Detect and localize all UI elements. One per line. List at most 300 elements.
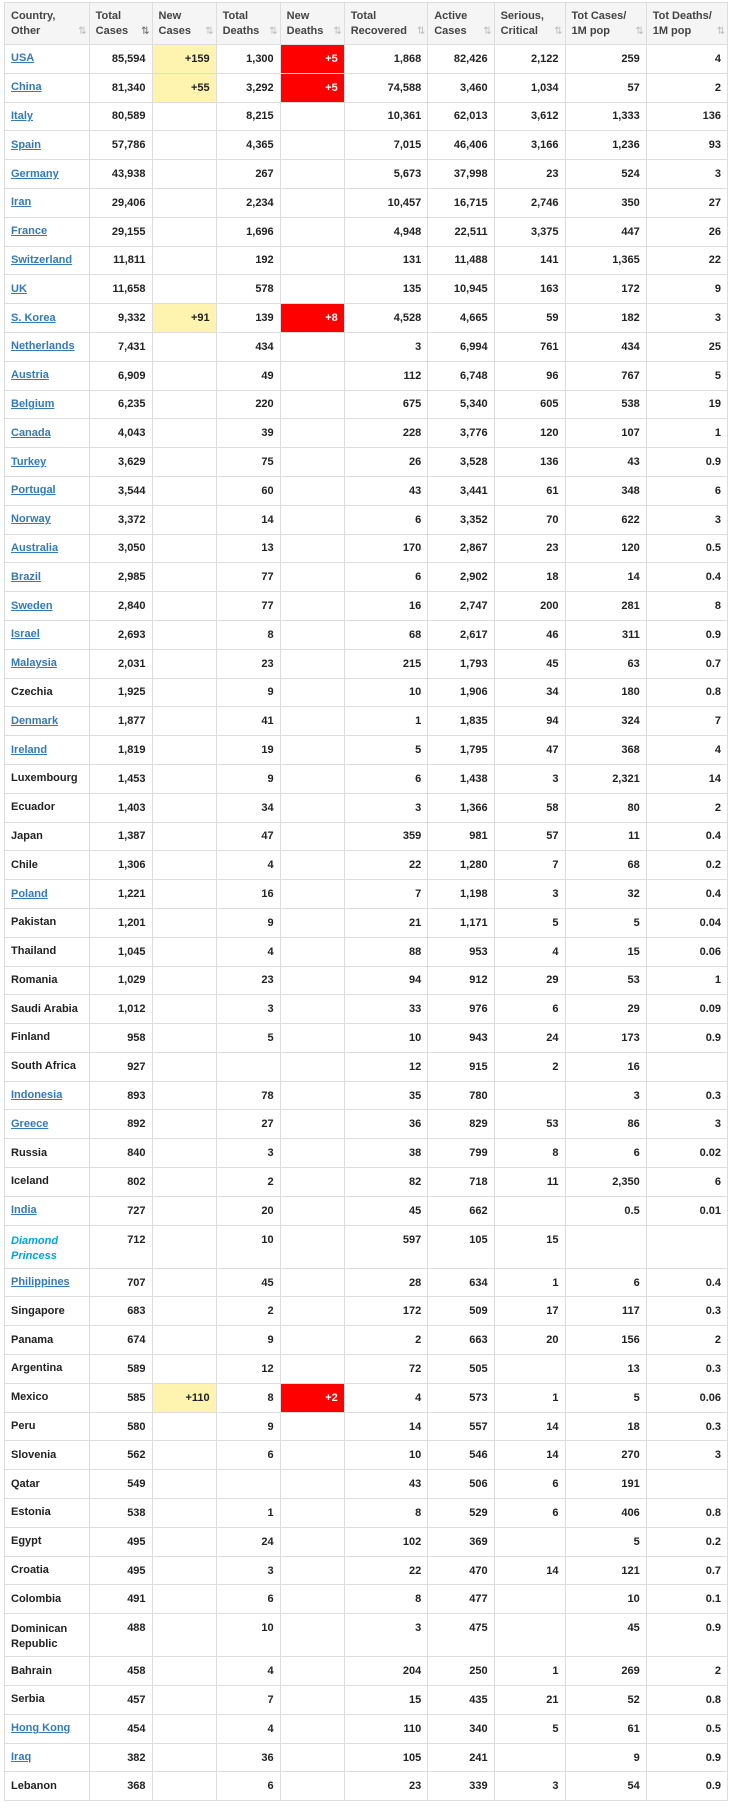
cell-deaths-per-m: 3 <box>646 1110 727 1139</box>
cell-total-recovered: 675 <box>344 390 428 419</box>
cell-cases-per-m: 61 <box>565 1714 646 1743</box>
country-link[interactable]: Poland <box>11 887 48 900</box>
cell-new-cases <box>152 1412 216 1441</box>
column-header-deaths-per-million[interactable] <box>646 3 727 45</box>
cell-active-cases: 509 <box>428 1297 494 1326</box>
cell-total-deaths: 9 <box>216 1326 280 1355</box>
cell-total-cases: 2,693 <box>89 620 152 649</box>
country-link[interactable]: Hong Kong <box>11 1722 71 1735</box>
country-link[interactable]: India <box>11 1204 37 1217</box>
cell-total-recovered: 10 <box>344 1441 428 1470</box>
cell-deaths-per-m: 0.2 <box>646 851 727 880</box>
cell-new-cases <box>152 160 216 189</box>
cell-total-recovered: 135 <box>344 275 428 304</box>
cell-active-cases: 5,340 <box>428 390 494 419</box>
cell-new-deaths <box>280 1714 344 1743</box>
table-row <box>5 1527 728 1556</box>
cell-deaths-per-m: 0.9 <box>646 1772 727 1801</box>
country-link[interactable]: Sweden <box>11 599 53 612</box>
cell-new-deaths <box>280 217 344 246</box>
cell-new-deaths <box>280 764 344 793</box>
cell-cases-per-m: 80 <box>565 793 646 822</box>
cell-new-deaths <box>280 188 344 217</box>
cell-new-cases <box>152 1556 216 1585</box>
cell-new-cases <box>152 217 216 246</box>
cell-cases-per-m: 18 <box>565 1412 646 1441</box>
country-cell <box>5 1196 90 1225</box>
country-cell <box>5 390 90 419</box>
country-name: Japan <box>11 829 43 842</box>
cell-total-deaths: 3 <box>216 995 280 1024</box>
country-cell <box>5 793 90 822</box>
cell-serious <box>494 1614 565 1657</box>
country-name: Estonia <box>11 1506 51 1519</box>
cell-serious: 7 <box>494 851 565 880</box>
column-header-label: Total Recovered <box>350 10 407 37</box>
cell-deaths-per-m: 8 <box>646 592 727 621</box>
cell-total-deaths: 4 <box>216 937 280 966</box>
cell-serious: 6 <box>494 995 565 1024</box>
cell-total-deaths: 14 <box>216 505 280 534</box>
country-name: Lebanon <box>11 1779 57 1792</box>
table-row <box>5 736 728 765</box>
cell-serious: 200 <box>494 592 565 621</box>
cell-deaths-per-m: 1 <box>646 419 727 448</box>
country-name: South Africa <box>11 1060 76 1073</box>
cell-new-cases: +91 <box>152 304 216 333</box>
cell-active-cases: 2,867 <box>428 534 494 563</box>
column-header-total-cases[interactable] <box>89 3 152 45</box>
cell-new-deaths <box>280 390 344 419</box>
cell-cases-per-m: 406 <box>565 1499 646 1528</box>
cell-active-cases: 6,994 <box>428 332 494 361</box>
cell-deaths-per-m: 0.5 <box>646 534 727 563</box>
country-link[interactable]: Israel <box>11 628 40 641</box>
cell-new-deaths <box>280 1355 344 1384</box>
table-row <box>5 390 728 419</box>
country-cell <box>5 1268 90 1297</box>
cell-cases-per-m: 259 <box>565 45 646 74</box>
cell-total-deaths: 10 <box>216 1614 280 1657</box>
cell-serious: 23 <box>494 160 565 189</box>
cell-deaths-per-m: 9 <box>646 275 727 304</box>
column-header-label: Serious, Critical <box>500 10 544 37</box>
country-link[interactable]: Iran <box>11 196 32 209</box>
cell-total-recovered: 228 <box>344 419 428 448</box>
country-cell <box>5 1585 90 1614</box>
cell-total-recovered: 22 <box>344 1556 428 1585</box>
cell-new-deaths <box>280 1268 344 1297</box>
cell-deaths-per-m: 26 <box>646 217 727 246</box>
cell-total-recovered: 15 <box>344 1686 428 1715</box>
cell-total-recovered: 3 <box>344 332 428 361</box>
cell-cases-per-m: 538 <box>565 390 646 419</box>
country-cell <box>5 707 90 736</box>
table-row <box>5 1772 728 1801</box>
country-link[interactable]: Australia <box>11 541 59 554</box>
cell-new-cases <box>152 246 216 275</box>
cell-cases-per-m: 63 <box>565 649 646 678</box>
country-cell <box>5 448 90 477</box>
country-name: Colombia <box>11 1592 62 1605</box>
cell-new-cases <box>152 880 216 909</box>
country-name: Argentina <box>11 1362 63 1375</box>
country-link[interactable]: Germany <box>11 167 59 180</box>
country-cell <box>5 1326 90 1355</box>
cell-new-cases <box>152 332 216 361</box>
cell-total-cases: 893 <box>89 1081 152 1110</box>
cell-cases-per-m: 13 <box>565 1355 646 1384</box>
sort-arrows-icon[interactable]: ⇅ <box>554 26 561 37</box>
table-row <box>5 966 728 995</box>
country-cell <box>5 476 90 505</box>
sort-arrows-icon[interactable]: ⇅ <box>635 26 642 37</box>
cell-total-recovered: 6 <box>344 505 428 534</box>
country-link[interactable]: Iraq <box>11 1751 32 1764</box>
country-name: Mexico <box>11 1391 49 1404</box>
cell-serious: 18 <box>494 563 565 592</box>
cell-active-cases: 943 <box>428 1024 494 1053</box>
cell-new-deaths <box>280 1225 344 1268</box>
column-header-total-recovered[interactable] <box>344 3 428 45</box>
cell-new-deaths: +8 <box>280 304 344 333</box>
table-row <box>5 563 728 592</box>
country-link[interactable]: Belgium <box>11 397 55 410</box>
cell-new-cases <box>152 736 216 765</box>
country-cell <box>5 937 90 966</box>
cell-cases-per-m: 622 <box>565 505 646 534</box>
column-header-total-deaths[interactable] <box>216 3 280 45</box>
cell-new-deaths <box>280 1168 344 1197</box>
column-header-new-cases[interactable] <box>152 3 216 45</box>
cell-new-cases <box>152 1081 216 1110</box>
cell-active-cases: 46,406 <box>428 131 494 160</box>
cell-new-deaths <box>280 1024 344 1053</box>
country-cell <box>5 678 90 707</box>
sort-arrows-icon[interactable]: ⇅ <box>141 26 148 37</box>
cell-serious: 5 <box>494 908 565 937</box>
country-cell <box>5 1168 90 1197</box>
cell-total-cases: 727 <box>89 1196 152 1225</box>
table-row <box>5 1110 728 1139</box>
cell-new-cases <box>152 1024 216 1053</box>
cell-total-recovered: 82 <box>344 1168 428 1197</box>
country-cell <box>5 534 90 563</box>
cell-new-deaths <box>280 592 344 621</box>
cell-total-deaths: 4 <box>216 1714 280 1743</box>
cell-cases-per-m: 107 <box>565 419 646 448</box>
country-name: Romania <box>11 973 58 986</box>
cell-total-deaths: 41 <box>216 707 280 736</box>
cell-cases-per-m: 120 <box>565 534 646 563</box>
cell-total-recovered: 10 <box>344 678 428 707</box>
cell-total-cases: 892 <box>89 1110 152 1139</box>
column-header-cases-per-million[interactable] <box>565 3 646 45</box>
cell-new-cases <box>152 995 216 1024</box>
cell-deaths-per-m: 14 <box>646 764 727 793</box>
cell-new-deaths <box>280 1499 344 1528</box>
cell-total-deaths: 77 <box>216 563 280 592</box>
cell-new-cases <box>152 390 216 419</box>
cell-total-recovered: 45 <box>344 1196 428 1225</box>
cell-new-cases <box>152 1614 216 1657</box>
country-link[interactable]: Norway <box>11 513 51 526</box>
cell-active-cases: 3,528 <box>428 448 494 477</box>
cell-cases-per-m: 173 <box>565 1024 646 1053</box>
table-row <box>5 275 728 304</box>
column-header-serious-critical[interactable] <box>494 3 565 45</box>
cell-new-deaths <box>280 736 344 765</box>
country-link[interactable]: Denmark <box>11 714 59 727</box>
country-name: Saudi Arabia <box>11 1002 78 1015</box>
cell-new-deaths <box>280 1412 344 1441</box>
country-link[interactable]: Malaysia <box>11 657 57 670</box>
country-cell <box>5 275 90 304</box>
country-link[interactable]: Portugal <box>11 484 56 497</box>
sort-arrows-icon[interactable]: ⇅ <box>269 26 276 37</box>
table-row <box>5 937 728 966</box>
column-header-label: Country, Other <box>11 10 56 37</box>
cell-total-deaths: 47 <box>216 822 280 851</box>
country-cell <box>5 1772 90 1801</box>
cell-serious: 21 <box>494 1686 565 1715</box>
country-cell <box>5 1139 90 1168</box>
sort-arrows-icon[interactable]: ⇅ <box>716 26 723 37</box>
column-header-label: Active Cases <box>434 10 468 37</box>
cell-active-cases: 915 <box>428 1052 494 1081</box>
column-header-country[interactable] <box>5 3 90 45</box>
cell-active-cases: 435 <box>428 1686 494 1715</box>
cell-total-recovered: 172 <box>344 1297 428 1326</box>
cell-total-cases: 43,938 <box>89 160 152 189</box>
cell-total-cases: 1,453 <box>89 764 152 793</box>
country-cell <box>5 332 90 361</box>
cell-new-cases <box>152 563 216 592</box>
cell-deaths-per-m: 0.02 <box>646 1139 727 1168</box>
column-header-active-cases[interactable] <box>428 3 494 45</box>
table-row <box>5 160 728 189</box>
cell-serious: 2 <box>494 1052 565 1081</box>
country-name-italic: Diamond Princess <box>11 1234 59 1262</box>
table-row <box>5 1225 728 1268</box>
cell-total-recovered: 16 <box>344 592 428 621</box>
country-cell <box>5 1527 90 1556</box>
country-link[interactable]: Brazil <box>11 570 41 583</box>
country-cell <box>5 1225 90 1268</box>
cell-serious: 2,122 <box>494 45 565 74</box>
cell-cases-per-m: 180 <box>565 678 646 707</box>
cell-total-recovered: 4,528 <box>344 304 428 333</box>
country-link[interactable]: Indonesia <box>11 1089 63 1102</box>
cell-new-deaths <box>280 908 344 937</box>
country-link[interactable]: Canada <box>11 426 51 439</box>
country-link[interactable]: Switzerland <box>11 253 73 266</box>
cell-new-deaths <box>280 476 344 505</box>
cell-total-cases: 580 <box>89 1412 152 1441</box>
country-cell <box>5 822 90 851</box>
country-cell <box>5 966 90 995</box>
cell-new-cases <box>152 908 216 937</box>
table-row <box>5 534 728 563</box>
sort-arrows-icon[interactable]: ⇅ <box>483 26 490 37</box>
cell-active-cases: 62,013 <box>428 102 494 131</box>
country-link[interactable]: Philippines <box>11 1276 70 1289</box>
cell-total-recovered: 112 <box>344 361 428 390</box>
cell-total-deaths: 2,234 <box>216 188 280 217</box>
cell-cases-per-m: 348 <box>565 476 646 505</box>
sort-arrows-icon[interactable]: ⇅ <box>333 26 340 37</box>
cell-serious: 46 <box>494 620 565 649</box>
country-link[interactable]: Turkey <box>11 455 47 468</box>
cell-total-cases: 491 <box>89 1585 152 1614</box>
cell-total-recovered: 33 <box>344 995 428 1024</box>
cell-total-recovered: 23 <box>344 1772 428 1801</box>
cell-deaths-per-m: 0.1 <box>646 1585 727 1614</box>
cell-deaths-per-m: 2 <box>646 793 727 822</box>
country-link[interactable]: France <box>11 225 48 238</box>
table-header-row <box>5 3 728 45</box>
cell-active-cases: 799 <box>428 1139 494 1168</box>
cell-total-recovered: 26 <box>344 448 428 477</box>
country-name: Slovenia <box>11 1448 57 1461</box>
cell-deaths-per-m: 0.8 <box>646 678 727 707</box>
covid-stats-table <box>4 2 728 1801</box>
cell-deaths-per-m: 22 <box>646 246 727 275</box>
cell-deaths-per-m: 0.06 <box>646 1383 727 1412</box>
cell-new-cases <box>152 620 216 649</box>
cell-deaths-per-m: 19 <box>646 390 727 419</box>
cell-new-cases <box>152 1470 216 1499</box>
country-link[interactable]: Ireland <box>11 743 48 756</box>
table-row <box>5 1383 728 1412</box>
country-cell <box>5 361 90 390</box>
cell-total-recovered: 72 <box>344 1355 428 1384</box>
cell-cases-per-m: 43 <box>565 448 646 477</box>
table-row <box>5 1196 728 1225</box>
cell-deaths-per-m: 7 <box>646 707 727 736</box>
cell-new-cases <box>152 1499 216 1528</box>
cell-new-deaths <box>280 505 344 534</box>
cell-deaths-per-m: 0.2 <box>646 1527 727 1556</box>
cell-total-deaths: 8 <box>216 620 280 649</box>
cell-cases-per-m: 1,236 <box>565 131 646 160</box>
cell-total-recovered: 22 <box>344 851 428 880</box>
country-link[interactable]: Netherlands <box>11 340 75 353</box>
cell-serious: 45 <box>494 649 565 678</box>
cell-serious: 23 <box>494 534 565 563</box>
cell-new-deaths <box>280 1686 344 1715</box>
cell-new-cases <box>152 592 216 621</box>
cell-new-cases <box>152 851 216 880</box>
cell-total-deaths: 7 <box>216 1686 280 1715</box>
country-cell <box>5 649 90 678</box>
cell-new-cases <box>152 1714 216 1743</box>
cell-new-cases <box>152 534 216 563</box>
country-link[interactable]: Italy <box>11 109 34 122</box>
table-row <box>5 1139 728 1168</box>
cell-serious <box>494 1355 565 1384</box>
table-row <box>5 649 728 678</box>
cell-total-deaths: 6 <box>216 1441 280 1470</box>
cell-total-deaths: 9 <box>216 678 280 707</box>
cell-deaths-per-m: 0.4 <box>646 880 727 909</box>
cell-total-deaths: 49 <box>216 361 280 390</box>
cell-active-cases: 718 <box>428 1168 494 1197</box>
country-link[interactable]: UK <box>11 282 27 295</box>
table-row <box>5 131 728 160</box>
cell-total-deaths: 12 <box>216 1355 280 1384</box>
cell-deaths-per-m: 0.3 <box>646 1081 727 1110</box>
table-row <box>5 246 728 275</box>
country-link[interactable]: Greece <box>11 1117 49 1130</box>
cell-deaths-per-m: 1 <box>646 966 727 995</box>
cell-new-deaths <box>280 793 344 822</box>
cell-deaths-per-m: 0.4 <box>646 563 727 592</box>
cell-serious <box>494 1743 565 1772</box>
cell-serious <box>494 1527 565 1556</box>
cell-new-deaths <box>280 563 344 592</box>
cell-serious: 1 <box>494 1657 565 1686</box>
cell-total-cases: 3,629 <box>89 448 152 477</box>
cell-new-deaths <box>280 1139 344 1168</box>
cell-deaths-per-m <box>646 1052 727 1081</box>
cell-deaths-per-m <box>646 1470 727 1499</box>
country-link[interactable]: S. Korea <box>11 311 56 324</box>
cell-new-deaths <box>280 937 344 966</box>
table-row <box>5 1556 728 1585</box>
cell-total-deaths: 16 <box>216 880 280 909</box>
sort-arrows-icon[interactable]: ⇅ <box>78 26 85 37</box>
cell-cases-per-m: 156 <box>565 1326 646 1355</box>
cell-active-cases: 82,426 <box>428 45 494 74</box>
cell-total-cases: 549 <box>89 1470 152 1499</box>
country-name: Egypt <box>11 1535 42 1548</box>
cell-total-deaths: 1,696 <box>216 217 280 246</box>
cell-cases-per-m: 2,321 <box>565 764 646 793</box>
country-link[interactable]: Spain <box>11 138 41 151</box>
cell-new-deaths <box>280 1297 344 1326</box>
cell-new-deaths <box>280 534 344 563</box>
cell-total-recovered: 21 <box>344 908 428 937</box>
cell-total-deaths: 139 <box>216 304 280 333</box>
cell-active-cases: 3,776 <box>428 419 494 448</box>
table-row <box>5 1585 728 1614</box>
cell-total-deaths: 78 <box>216 1081 280 1110</box>
cell-active-cases: 981 <box>428 822 494 851</box>
cell-serious: 17 <box>494 1297 565 1326</box>
cell-serious: 94 <box>494 707 565 736</box>
cell-serious: 1 <box>494 1268 565 1297</box>
cell-total-recovered: 8 <box>344 1499 428 1528</box>
country-cell <box>5 45 90 74</box>
country-link[interactable]: China <box>11 81 42 94</box>
sort-arrows-icon[interactable]: ⇅ <box>416 26 424 37</box>
table-row <box>5 448 728 477</box>
country-link[interactable]: USA <box>11 52 35 65</box>
country-link[interactable]: Austria <box>11 369 49 382</box>
cell-total-deaths: 23 <box>216 966 280 995</box>
column-header-new-deaths[interactable] <box>280 3 344 45</box>
cell-total-recovered: 10 <box>344 1024 428 1053</box>
cell-new-deaths <box>280 1441 344 1470</box>
cell-cases-per-m: 10 <box>565 1585 646 1614</box>
cell-deaths-per-m: 0.9 <box>646 1024 727 1053</box>
cell-active-cases: 4,665 <box>428 304 494 333</box>
sort-arrows-icon[interactable]: ⇅ <box>205 26 212 37</box>
cell-active-cases: 912 <box>428 966 494 995</box>
cell-cases-per-m: 368 <box>565 736 646 765</box>
cell-new-cases: +159 <box>152 45 216 74</box>
